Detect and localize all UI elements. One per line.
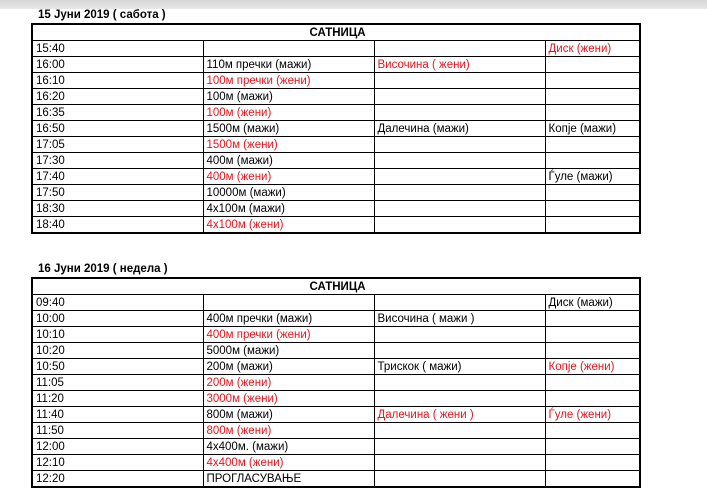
field-event-cell <box>374 169 545 185</box>
throw-event-cell <box>545 327 640 343</box>
throw-event-cell <box>545 201 640 217</box>
time-cell: 18:30 <box>32 201 203 217</box>
field-event-cell <box>374 391 545 407</box>
track-event-cell: 5000м (мажи) <box>203 343 374 359</box>
table-row <box>32 73 640 89</box>
throw-event-cell <box>545 73 640 89</box>
throw-event-cell: Копје (жени) <box>545 359 640 375</box>
track-event-cell: 100м пречки (жени) <box>203 73 374 89</box>
track-event-cell: 400м (мажи) <box>203 153 374 169</box>
throw-event-cell <box>545 57 640 73</box>
field-event-cell: Височина ( жени) <box>374 57 545 73</box>
field-event-cell <box>374 73 545 89</box>
day1-table-body <box>32 24 640 233</box>
throw-event-cell <box>545 391 640 407</box>
table-row <box>32 359 640 375</box>
time-cell: 12:20 <box>32 471 203 488</box>
time-cell: 16:35 <box>32 105 203 121</box>
track-event-cell: 3000м (жени) <box>203 391 374 407</box>
time-cell: 17:50 <box>32 185 203 201</box>
field-event-cell: Далечина (мажи) <box>374 121 545 137</box>
throw-event-cell <box>545 375 640 391</box>
throw-event-cell <box>545 105 640 121</box>
day2-title: 16 Јуни 2019 ( недела ) <box>38 263 168 275</box>
time-cell: 10:20 <box>32 343 203 359</box>
field-event-cell: Височина ( мажи ) <box>374 311 545 327</box>
day1-title: 15 Јуни 2019 ( сабота ) <box>38 9 166 21</box>
table-row <box>32 311 640 327</box>
field-event-cell <box>374 295 545 311</box>
time-cell: 11:50 <box>32 423 203 439</box>
field-event-cell <box>374 201 545 217</box>
field-event-cell <box>374 343 545 359</box>
track-event-cell: 4x400м. (мажи) <box>203 439 374 455</box>
throw-event-cell <box>545 471 640 488</box>
day2-table-body <box>32 278 640 487</box>
table-row <box>32 89 640 105</box>
track-event-cell: 400м пречки (жени) <box>203 327 374 343</box>
time-cell: 16:00 <box>32 57 203 73</box>
time-cell: 16:50 <box>32 121 203 137</box>
field-event-cell <box>374 471 545 488</box>
throw-event-cell <box>545 89 640 105</box>
track-event-cell: 4x100м (жени) <box>203 217 374 234</box>
table-row <box>32 41 640 57</box>
time-cell: 16:20 <box>32 89 203 105</box>
track-event-cell: 800м (жени) <box>203 423 374 439</box>
time-cell: 12:00 <box>32 439 203 455</box>
field-event-cell <box>374 455 545 471</box>
table-row <box>32 57 640 73</box>
table-row <box>32 407 640 423</box>
field-event-cell <box>374 137 545 153</box>
field-event-cell <box>374 153 545 169</box>
throw-event-cell: Ѓуле (мажи) <box>545 169 640 185</box>
time-cell: 17:05 <box>32 137 203 153</box>
throw-event-cell <box>545 439 640 455</box>
track-event-cell: 1500м (жени) <box>203 137 374 153</box>
track-event-cell: 10000м (мажи) <box>203 185 374 201</box>
track-event-cell: ПРОГЛАСУВАЊЕ <box>203 471 374 488</box>
time-cell: 10:00 <box>32 311 203 327</box>
track-event-cell <box>203 295 374 311</box>
table-row <box>32 137 640 153</box>
track-event-cell: 400м пречки (мажи) <box>203 311 374 327</box>
throw-event-cell <box>545 153 640 169</box>
throw-event-cell <box>545 217 640 234</box>
time-cell: 11:05 <box>32 375 203 391</box>
field-event-cell <box>374 439 545 455</box>
time-cell: 17:30 <box>32 153 203 169</box>
viewer-top-bar <box>0 0 707 9</box>
track-event-cell: 400м (жени) <box>203 169 374 185</box>
throw-event-cell <box>545 185 640 201</box>
table-row <box>32 153 640 169</box>
table-row <box>32 169 640 185</box>
table-row <box>32 343 640 359</box>
track-event-cell: 4x100м (мажи) <box>203 201 374 217</box>
day1-schedule-table <box>31 23 641 234</box>
time-cell: 09:40 <box>32 295 203 311</box>
table-row <box>32 391 640 407</box>
field-event-cell <box>374 89 545 105</box>
track-event-cell: 100м (жени) <box>203 105 374 121</box>
day2-schedule-table <box>31 277 641 488</box>
throw-event-cell <box>545 311 640 327</box>
table-row <box>32 439 640 455</box>
schedule-header: САТНИЦА <box>32 278 640 295</box>
track-event-cell: 4x400м (жени) <box>203 455 374 471</box>
field-event-cell: Трискок ( мажи) <box>374 359 545 375</box>
time-cell: 15:40 <box>32 41 203 57</box>
table-row <box>32 185 640 201</box>
track-event-cell: 1500м (мажи) <box>203 121 374 137</box>
throw-event-cell: Копје (мажи) <box>545 121 640 137</box>
time-cell: 16:10 <box>32 73 203 89</box>
field-event-cell <box>374 217 545 234</box>
table-row <box>32 295 640 311</box>
throw-event-cell <box>545 137 640 153</box>
throw-event-cell <box>545 455 640 471</box>
table-row <box>32 327 640 343</box>
time-cell: 10:10 <box>32 327 203 343</box>
track-event-cell <box>203 41 374 57</box>
table-header-row <box>32 278 640 295</box>
table-row <box>32 217 640 234</box>
field-event-cell <box>374 105 545 121</box>
time-cell: 17:40 <box>32 169 203 185</box>
track-event-cell: 200м (мажи) <box>203 359 374 375</box>
field-event-cell <box>374 327 545 343</box>
table-row <box>32 455 640 471</box>
field-event-cell <box>374 185 545 201</box>
table-row <box>32 423 640 439</box>
field-event-cell <box>374 375 545 391</box>
track-event-cell: 100м (мажи) <box>203 89 374 105</box>
track-event-cell: 200м (жени) <box>203 375 374 391</box>
field-event-cell <box>374 41 545 57</box>
throw-event-cell: Диск (жени) <box>545 41 640 57</box>
throw-event-cell <box>545 423 640 439</box>
track-event-cell: 800м (мажи) <box>203 407 374 423</box>
field-event-cell <box>374 423 545 439</box>
throw-event-cell: Ѓуле (жени) <box>545 407 640 423</box>
table-row <box>32 375 640 391</box>
table-row <box>32 121 640 137</box>
time-cell: 18:40 <box>32 217 203 234</box>
time-cell: 11:40 <box>32 407 203 423</box>
time-cell: 12:10 <box>32 455 203 471</box>
throw-event-cell: Диск (мажи) <box>545 295 640 311</box>
table-header-row <box>32 24 640 41</box>
time-cell: 11:20 <box>32 391 203 407</box>
table-row <box>32 105 640 121</box>
field-event-cell: Далечина ( жени ) <box>374 407 545 423</box>
table-row <box>32 201 640 217</box>
table-row <box>32 471 640 488</box>
throw-event-cell <box>545 343 640 359</box>
track-event-cell: 110м пречки (мажи) <box>203 57 374 73</box>
schedule-header: САТНИЦА <box>32 24 640 41</box>
time-cell: 10:50 <box>32 359 203 375</box>
